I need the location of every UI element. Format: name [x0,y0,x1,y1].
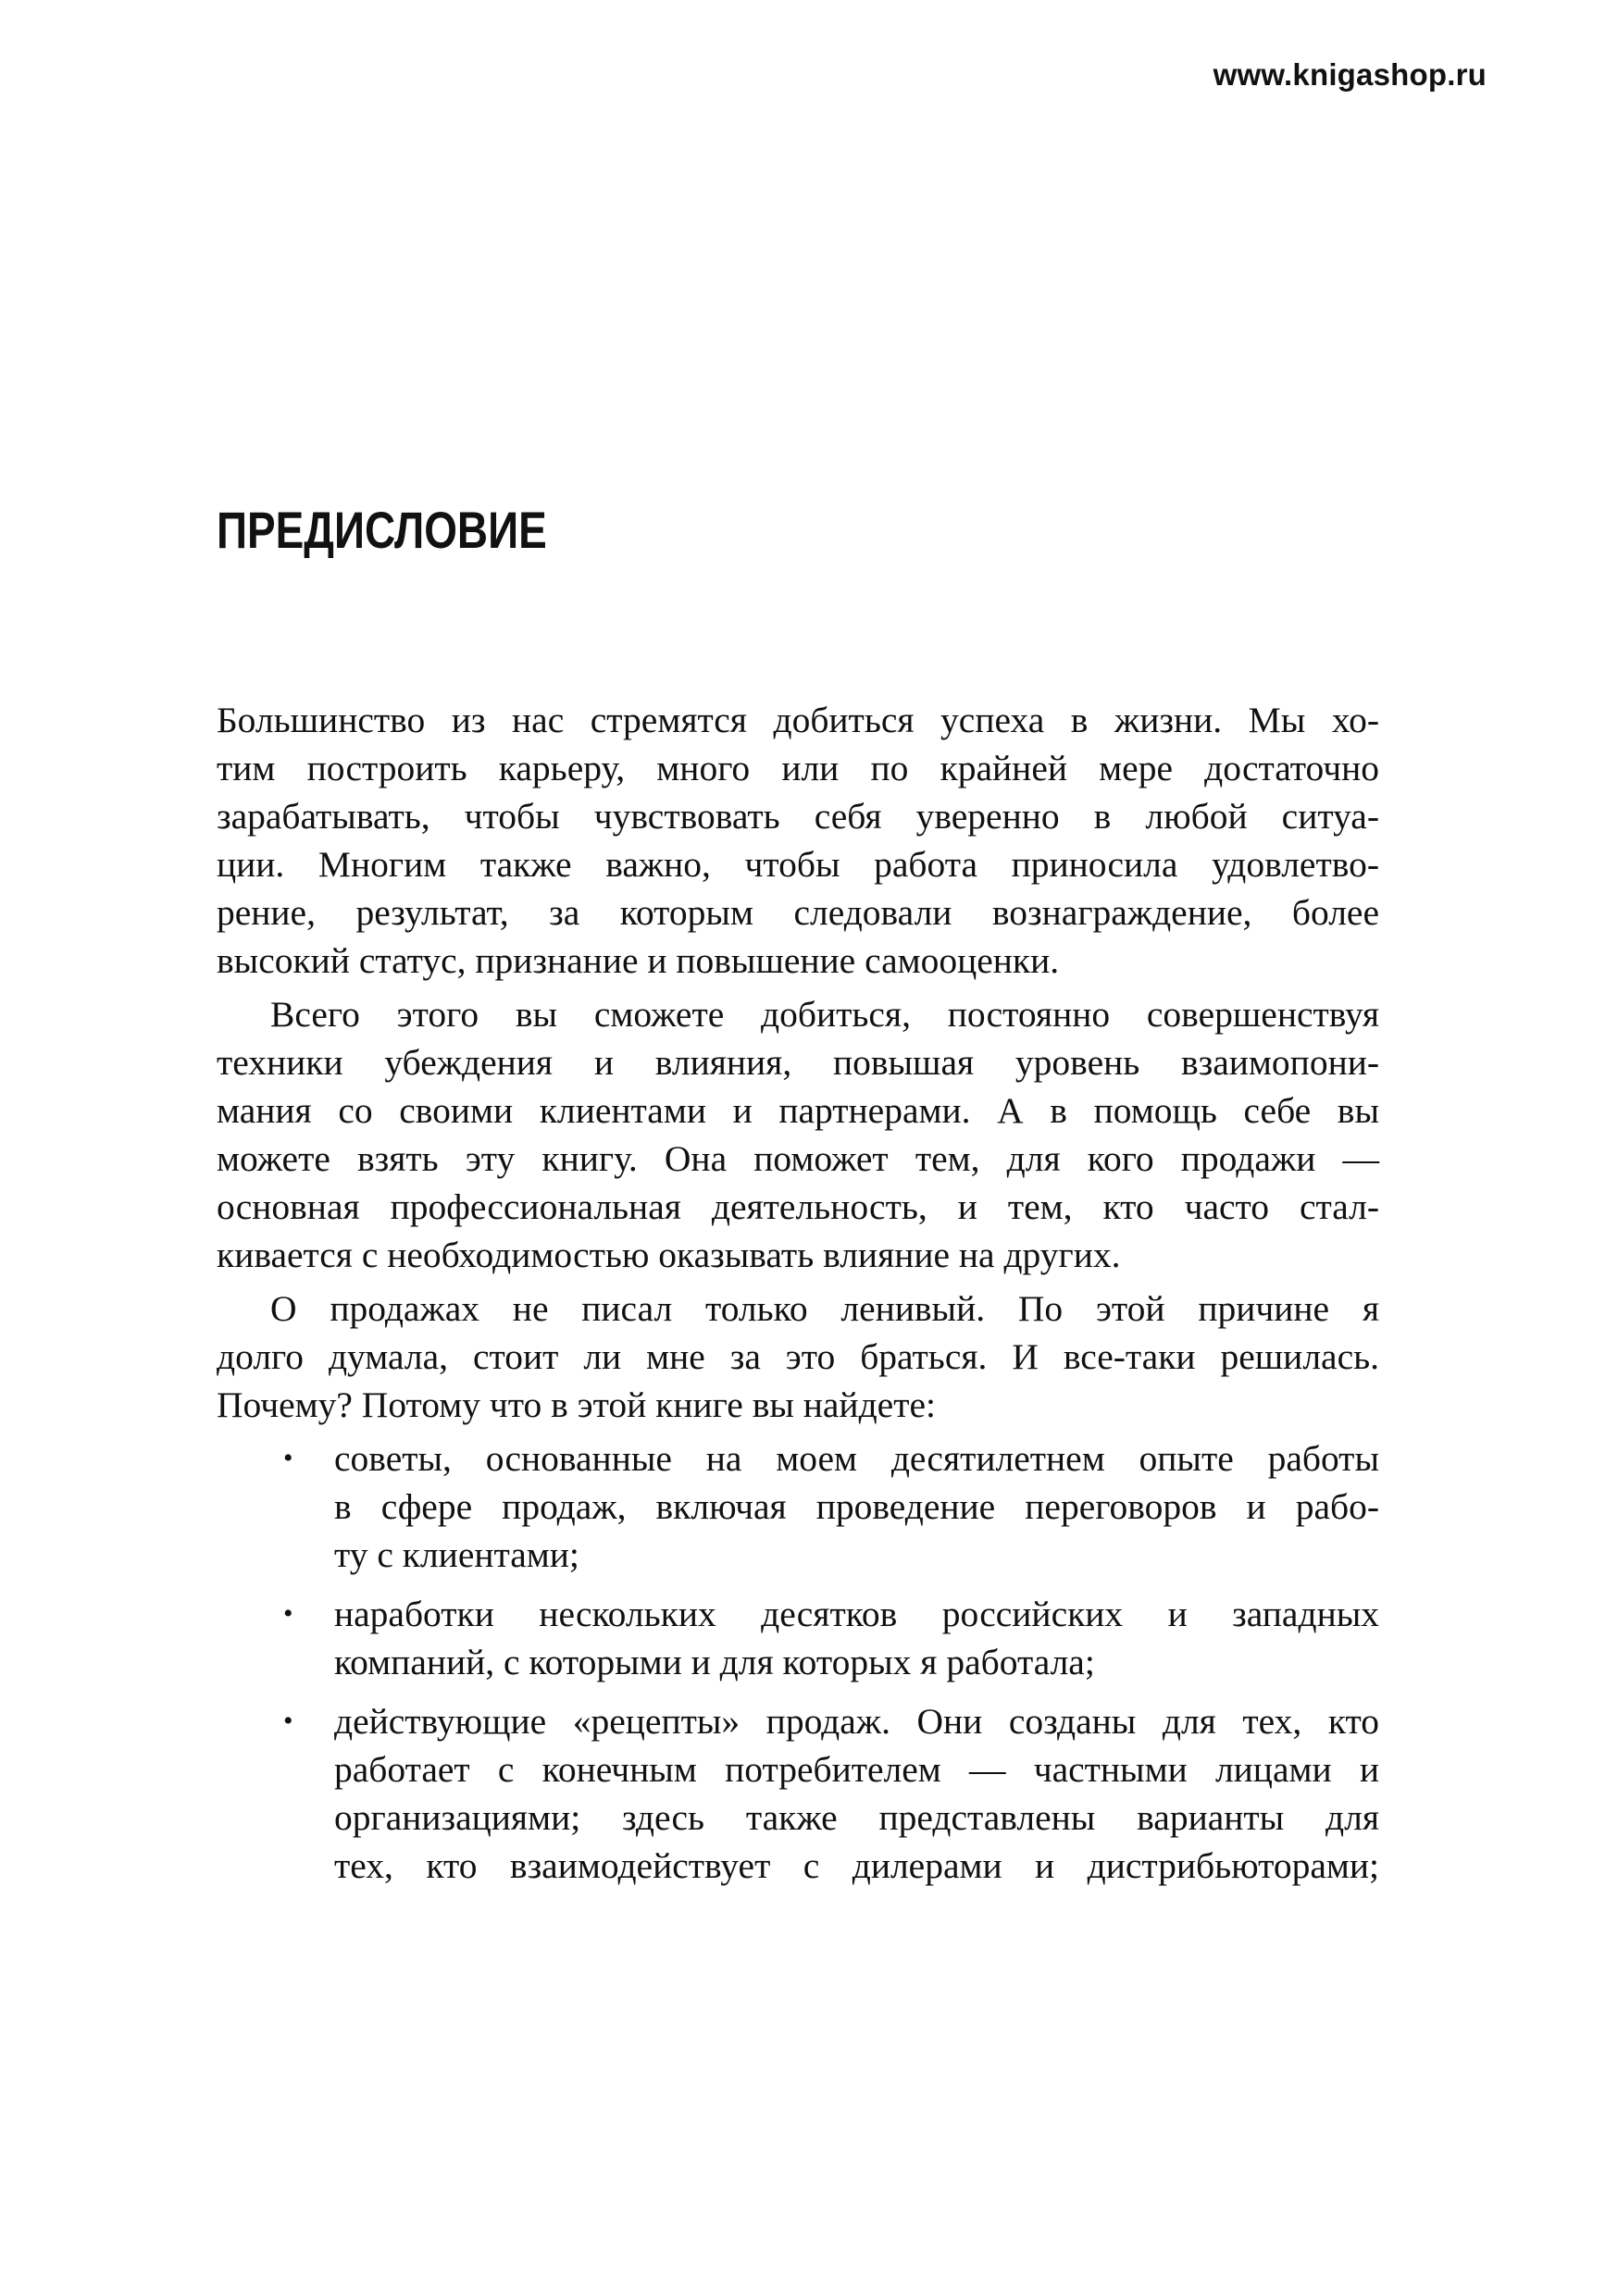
text-line: высокий статус, признание и повышение самооценки. [217,940,1060,981]
list-item [217,1590,1379,1686]
text-line: тим построить карьеру, много или по крайней мере достаточно [217,748,1379,788]
text-line: ции. Многим также важно, чтобы работа приносила удовлетво- [217,844,1379,885]
text-line: тех, кто взаимодействует с дилерами и дистрибьюторами; [334,1845,1379,1886]
text-line: Большинство из нас стремятся добиться успеха в жизни. Мы хо- [217,700,1379,740]
text-line: действующие «рецепты» продаж. Они созданы для тех, кто [334,1701,1379,1742]
text-line: организациями; здесь также представлены варианты для [334,1797,1379,1838]
text-line: основная профессиональная деятельность, и тем, кто часто стал- [217,1186,1379,1227]
paragraph-why [217,1285,1379,1429]
text-line: О продажах не писал только ленивый. По этой причине я [270,1288,1379,1329]
text-line: долго думала, стоит ли мне за это браться. И все-таки решилась. [217,1336,1379,1377]
site-url: www.knigashop.ru [1213,57,1487,92]
text-line: наработки нескольких десятков российских и западных [334,1594,1379,1634]
bullet-icon: • [283,1706,293,1736]
text-line: компаний, с которыми и для которых я работала; [334,1642,1095,1682]
body-text [217,696,1379,1901]
text-line: кивается с необходимостью оказывать влияние на других. [217,1235,1121,1275]
text-line: в сфере продаж, включая проведение переговоров и рабо- [334,1486,1379,1527]
paragraph-techniques [217,990,1379,1279]
text-line: советы, основанные на моем десятилетнем опыте работы [334,1438,1379,1479]
list-item [217,1697,1379,1890]
bullet-icon: • [283,1598,293,1629]
text-line: ту с клиентами; [334,1534,579,1575]
list-item [217,1434,1379,1579]
text-line: зарабатывать, чтобы чувствовать себя уверенно в любой ситуа- [217,796,1379,837]
text-line: мания со своими клиентами и партнерами. А в помощь себе вы [217,1090,1379,1131]
text-line: работает с конечным потребителем — частными лицами и [334,1749,1379,1790]
text-line: Всего этого вы сможете добиться, постоянно совершенствуя [270,994,1379,1035]
text-line: рение, результат, за которым следовали вознаграждение, более [217,892,1379,933]
chapter-title: ПРЕДИСЛОВИЕ [217,501,547,559]
bullet-list [217,1434,1379,1890]
text-line: Почему? Потому что в этой книге вы найдете: [217,1384,936,1425]
paragraph-intro [217,696,1379,985]
text-line: можете взять эту книгу. Она поможет тем, для кого продажи — [217,1138,1379,1179]
bullet-icon: • [283,1443,293,1473]
text-line: техники убеждения и влияния, повышая уровень взаимопони- [217,1042,1379,1083]
